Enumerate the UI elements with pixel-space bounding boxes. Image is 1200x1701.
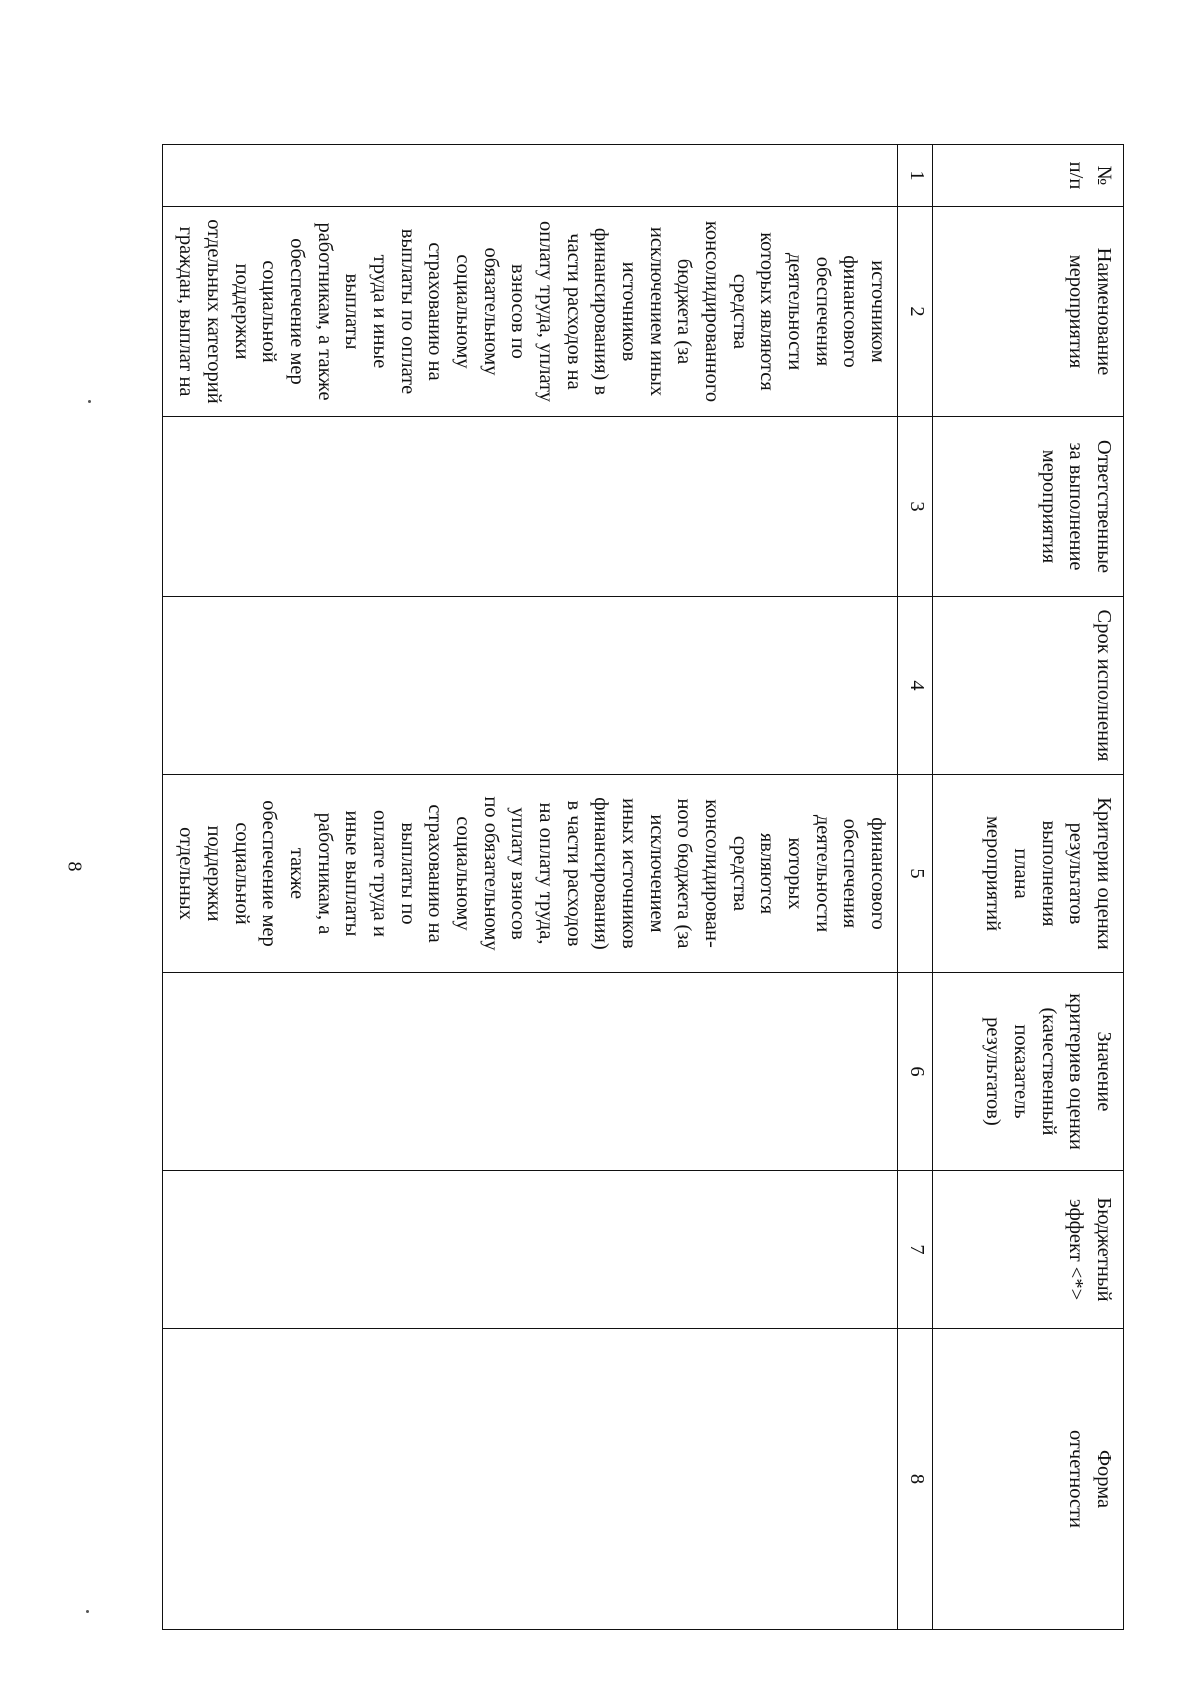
scan-speck xyxy=(88,400,91,403)
header-deadline: Срок исполнения xyxy=(933,597,1124,775)
column-number: 8 xyxy=(898,1329,933,1630)
header-report-form: Форма отчетности xyxy=(933,1329,1124,1630)
column-number: 2 xyxy=(898,207,933,417)
page-number: 8 xyxy=(63,861,86,872)
header-number: № п/п xyxy=(933,145,1124,207)
cell-criteria-value xyxy=(163,973,898,1171)
cell-number xyxy=(163,145,898,207)
column-number: 3 xyxy=(898,417,933,597)
table-row xyxy=(163,145,898,1630)
column-number: 1 xyxy=(898,145,933,207)
table-header-row xyxy=(933,145,1124,1630)
header-responsible: Ответственные за выполнение мероприятия xyxy=(933,417,1124,597)
header-name: Наименование мероприятия xyxy=(933,207,1124,417)
cell-deadline xyxy=(163,597,898,775)
header-criteria: Критерии оценки результатов выполнения плана мероприятий xyxy=(933,775,1124,973)
column-number: 6 xyxy=(898,973,933,1171)
cell-name: источником финансового обеспечения деятельности которых являются средства консолидированного бюджета (за исключением иных источников финансирования) в части расходов на оплату труда, уплату взносов по обязательному социальному страхованию на выплаты по оплате труда и иные выплаты работникам, а также обеспечение мер социальной поддержки отдельных категорий граждан, выплат на xyxy=(163,207,898,417)
column-numbers-row xyxy=(898,145,933,1630)
column-number: 7 xyxy=(898,1171,933,1329)
cell-criteria: финансового обеспечения деятельности которых являются средства консолидирован- ного бюджета (за исключением иных источников финансирования) в части расходов на оплату труда, уплату взносов по обязательному социальному страхованию на выплаты по оплате труда и иные выплаты работникам, а также обеспечение мер социальной поддержки отдельных xyxy=(163,775,898,973)
action-plan-table xyxy=(162,144,1124,1630)
header-budget-effect: Бюджетный эффект <*> xyxy=(933,1171,1124,1329)
scan-speck xyxy=(86,1610,89,1613)
header-criteria-value: Значение критериев оценки (качественный показатель результатов) xyxy=(933,973,1124,1171)
cell-responsible xyxy=(163,417,898,597)
cell-report-form xyxy=(163,1329,898,1630)
cell-budget-effect xyxy=(163,1171,898,1329)
column-number: 4 xyxy=(898,597,933,775)
column-number: 5 xyxy=(898,775,933,973)
rotated-table-container xyxy=(162,144,1124,1629)
